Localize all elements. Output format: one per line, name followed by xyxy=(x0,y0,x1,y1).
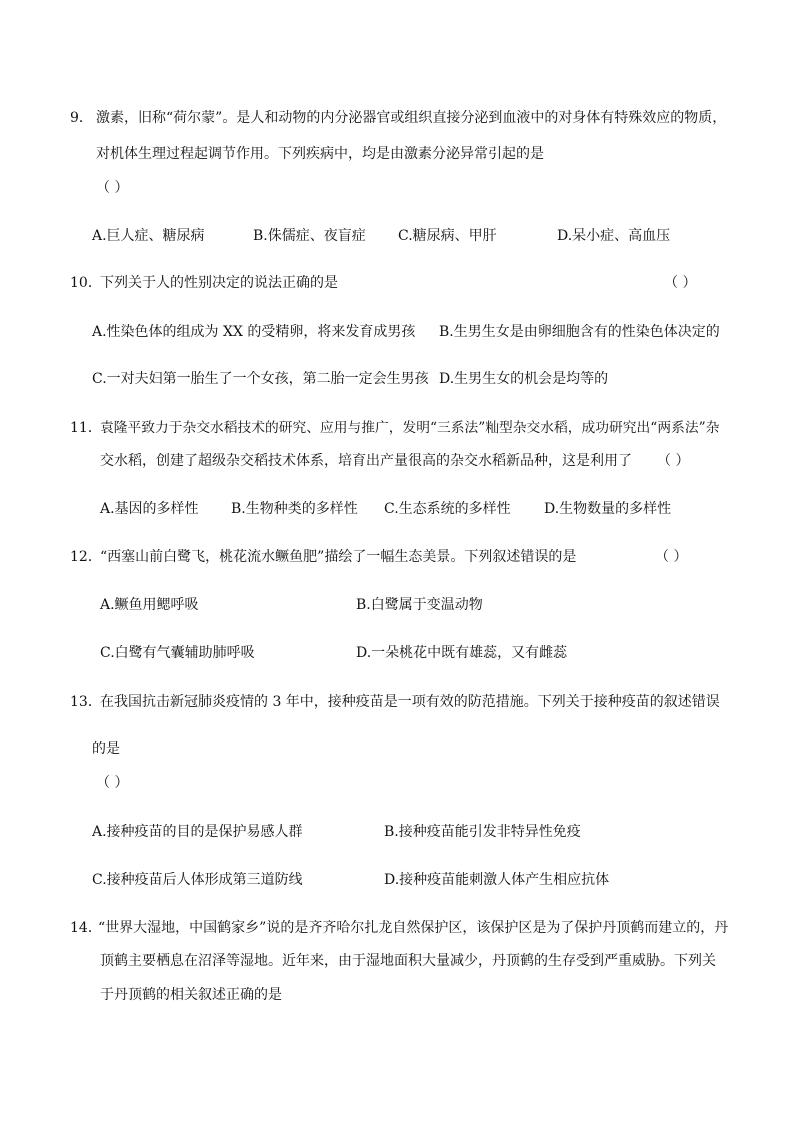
question-number: 10． xyxy=(70,275,102,291)
question-stem-line: 交水稻，创建了超级杂交稻技术体系，培育出产量很高的杂交水稻新品种，这是利用了 xyxy=(100,453,632,469)
option-d: D.生男生女的机会是均等的 xyxy=(439,371,609,387)
answer-blank: （ ） xyxy=(657,453,690,469)
option-b: B.侏儒症、夜盲症 xyxy=(253,228,366,244)
option-a: A.基因的多样性 xyxy=(100,501,199,517)
question-stem-line: 对机体生理过程起调节作用。下列疾病中，均是由激素分泌异常引起的是 xyxy=(96,146,544,162)
question-number: 13． xyxy=(70,694,102,710)
question-stem-line: 袁隆平致力于杂交水稻技术的研究、应用与推广，发明“三系法”籼型杂交水稻，成功研究出“两系法”杂 xyxy=(100,420,720,436)
question-stem-line: 在我国抗击新冠肺炎疫情的 3 年中，接种疫苗是一项有效的防范措施。下列关于接种疫苗的叙述错误 xyxy=(100,694,720,710)
option-a: A.鳜鱼用鳃呼吸 xyxy=(100,597,199,613)
option-d: D.一朵桃花中既有雄蕊，又有雌蕊 xyxy=(356,645,568,661)
question-stem-line: 于丹顶鹤的相关叙述正确的是 xyxy=(100,987,282,1003)
option-a: A.性染色体的组成为 XX 的受精卵，将来发育成男孩 xyxy=(92,324,416,340)
answer-blank: （ ） xyxy=(655,549,688,565)
question-stem-line: “西塞山前白鹭飞，桃花流水鳜鱼肥”描绘了一幅生态美景。下列叙述错误的是 xyxy=(100,549,577,565)
option-c: C.一对夫妇第一胎生了一个女孩，第二胎一定会生男孩 xyxy=(92,371,429,387)
answer-blank: （ ） xyxy=(96,775,129,791)
answer-blank: （ ） xyxy=(664,275,697,291)
option-c: C.生态系统的多样性 xyxy=(384,501,511,517)
option-b: B.生男生女是由卵细胞含有的性染色体决定的 xyxy=(439,324,720,340)
answer-blank: （ ） xyxy=(96,180,129,196)
question-stem-line: 的是 xyxy=(92,741,120,757)
question-stem-line: 下列关于人的性别决定的说法正确的是 xyxy=(100,275,338,291)
option-a: A.接种疫苗的目的是保护易感人群 xyxy=(92,824,303,840)
option-a: A.巨人症、糖尿病 xyxy=(92,228,205,244)
option-b: B.接种疫苗能引发非特异性免疫 xyxy=(384,824,581,840)
option-d: D.接种疫苗能刺激人体产生相应抗体 xyxy=(384,872,610,888)
option-c: C.接种疫苗后人体形成第三道防线 xyxy=(92,872,303,888)
option-d: D.呆小症、高血压 xyxy=(557,228,671,244)
option-c: C.糖尿病、甲肝 xyxy=(398,228,497,244)
question-number: 9． xyxy=(70,110,93,126)
question-stem-line: 顶鹤主要栖息在沼泽等湿地。近年来，由于湿地面积大量减少，丹顶鹤的生存受到严重威胁。下列关 xyxy=(100,953,716,969)
question-number: 12． xyxy=(70,549,102,565)
question-number: 11． xyxy=(70,420,102,436)
question-stem-line: “世界大湿地，中国鹤家乡”说的是齐齐哈尔扎龙自然保护区，该保护区是为了保护丹顶鹤而建立的，丹 xyxy=(98,920,729,936)
option-c: C.白鹭有气囊辅助肺呼吸 xyxy=(100,645,255,661)
question-number: 14． xyxy=(70,920,102,936)
option-d: D.生物数量的多样性 xyxy=(544,501,672,517)
option-b: B.白鹭属于变温动物 xyxy=(356,597,483,613)
option-b: B.生物种类的多样性 xyxy=(231,501,358,517)
question-stem-line: 激素，旧称“荷尔蒙”。是人和动物的内分泌器官或组织直接分泌到血液中的对身体有特殊效应的物质， xyxy=(96,110,727,126)
